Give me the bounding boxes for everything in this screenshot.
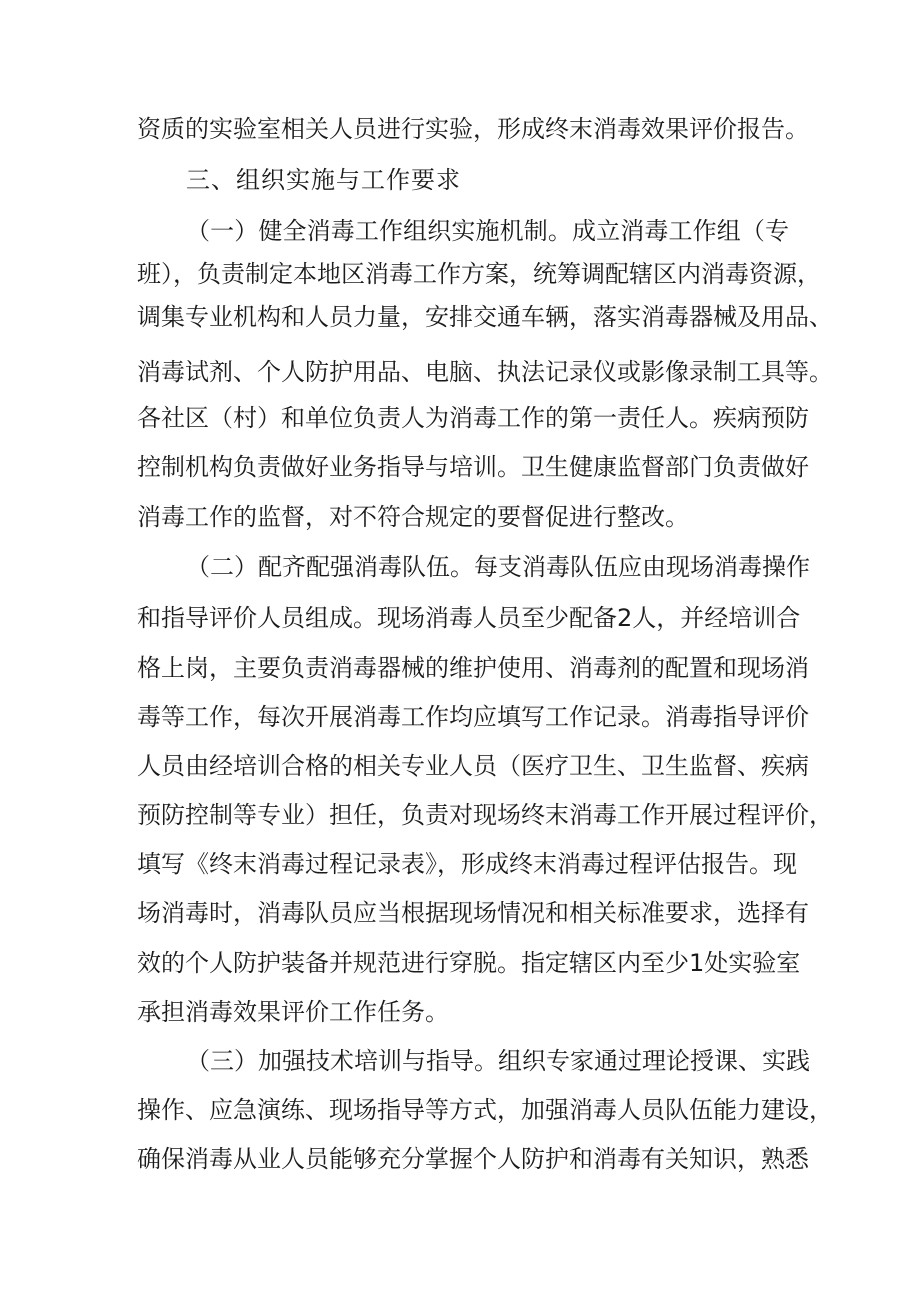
paragraph-line: 填写《终末消毒过程记录表》，形成终末消毒过程评估报告。现 [137, 850, 797, 878]
paragraph-line: 格上岗，主要负责消毒器械的维护使用、消毒剂的配置和现场消 [137, 654, 809, 682]
paragraph-line: 资质的实验室相关人员进行实验，形成终末消毒效果评价报告。 [137, 115, 809, 143]
paragraph-line: 毒等工作，每次开展消毒工作均应填写工作记录。消毒指导评价 [137, 703, 809, 731]
paragraph-line: 调集专业机构和人员力量，安排交通车辆，落实消毒器械及用品、 [137, 303, 833, 331]
section-heading: 三、组织实施与工作要求 [186, 166, 461, 194]
paragraph-line: 预防控制等专业）担任，负责对现场终末消毒工作开展过程评价， [137, 801, 833, 829]
paragraph-line: 操作、应急演练、现场指导等方式，加强消毒人员队伍能力建设， [137, 1096, 833, 1124]
paragraph-line: （二）配齐配强消毒队伍。每支消毒队伍应由现场消毒操作 [186, 553, 810, 581]
paragraph-line: （一）健全消毒工作组织实施机制。成立消毒工作组（专 [186, 217, 789, 245]
paragraph-line: 消毒试剂、个人防护用品、电脑、执法记录仪或影像录制工具等。 [137, 358, 833, 386]
paragraph-line: 场消毒时，消毒队员应当根据现场情况和相关标准要求，选择有 [137, 899, 809, 927]
paragraph-line: 效的个人防护装备并规范进行穿脱。指定辖区内至少1处实验室 [137, 949, 801, 977]
paragraph-line: 人员由经培训合格的相关专业人员（医疗卫生、卫生监督、疾病 [137, 752, 809, 780]
paragraph-line: 和指导评价人员组成。现场消毒人员至少配备2人，并经培训合 [137, 604, 801, 632]
paragraph-line: 各社区（村）和单位负责人为消毒工作的第一责任人。疾病预防 [137, 404, 809, 432]
paragraph-line: 承担消毒效果评价工作任务。 [137, 998, 449, 1026]
paragraph-line: （三）加强技术培训与指导。组织专家通过理论授课、实践 [186, 1047, 810, 1075]
paragraph-line: 班），负责制定本地区消毒工作方案，统筹调配辖区内消毒资源， [137, 260, 821, 288]
paragraph-line: 消毒工作的监督，对不符合规定的要督促进行整改。 [137, 503, 689, 531]
paragraph-line: 确保消毒从业人员能够充分掌握个人防护和消毒有关知识，熟悉 [137, 1145, 809, 1173]
paragraph-line: 控制机构负责做好业务指导与培训。卫生健康监督部门负责做好 [137, 453, 809, 481]
